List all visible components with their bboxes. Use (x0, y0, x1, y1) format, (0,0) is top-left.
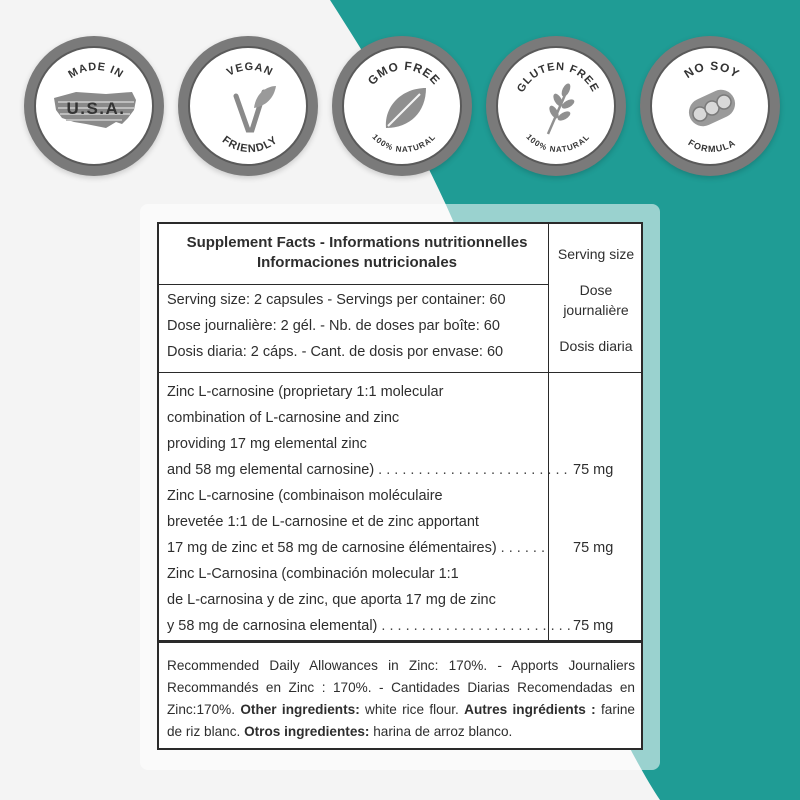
serving-line: Serving size: 2 capsules - Servings per container: 60 (167, 292, 506, 308)
leader-dots: . . . . . . (496, 540, 545, 556)
ingredient-text: y 58 mg de carnosina elemental) (167, 618, 378, 634)
title-line-2: Informaciones nutricionales (256, 254, 458, 271)
no-soy-badge (640, 36, 780, 176)
autres-ingredients-label: Autres ingrédients : (464, 702, 596, 717)
dose-header-2: journalière (563, 302, 629, 318)
badge-top-text: GMO FREE (364, 58, 444, 88)
otros-ingredientes-value: harina de arroz blanco. (373, 724, 513, 739)
svg-text:MADE IN (66, 61, 125, 81)
leader-dots: . . . . . . . . . . . . . . . . . . . . . . . . (374, 462, 568, 478)
badge-bottom-text: FORMULA (686, 137, 738, 155)
thick-divider (159, 640, 641, 643)
badge-main-text: U.S.A. (66, 99, 126, 118)
svg-text:GMO FREE (365, 59, 443, 88)
badge-top-text: NO SOY (681, 58, 743, 82)
badge-top-text: VEGAN (224, 60, 276, 79)
serving-size-header: Serving size (557, 246, 635, 262)
ingredient-line (167, 537, 545, 559)
ingredient-text: 17 mg de zinc et 58 mg de carnosine élémentaires) (167, 540, 497, 556)
label-footer (167, 655, 635, 743)
gluten-free-badge (486, 36, 626, 176)
soybean-icon (684, 85, 739, 131)
gmo-free-badge (332, 36, 472, 176)
made-in-usa-badge (24, 36, 164, 176)
svg-text:VEGAN (225, 61, 275, 79)
divider (159, 284, 548, 285)
supplement-facts-label (157, 222, 643, 750)
ingredient-line: providing 17 mg elemental zinc (167, 436, 367, 452)
autres-ingredients-value: farine de riz blanc. (167, 702, 635, 739)
ingredient-line (167, 615, 571, 637)
svg-text:GLUTEN FREE (515, 61, 601, 95)
dose-header: Dose (579, 282, 613, 298)
ingredient-line: Zinc L-Carnosina (combinación molecular 1:1 (167, 566, 459, 582)
ingredient-line: Zinc L-carnosine (proprietary 1:1 molecular (167, 384, 444, 400)
svg-text:NO SOY (682, 59, 743, 81)
dosis-header: Dosis diaria (559, 338, 633, 354)
otros-ingredientes-label: Otros ingredientes: (244, 724, 370, 739)
svg-text:FRIENDLY (220, 134, 280, 155)
vegan-friendly-badge (178, 36, 318, 176)
badge-top-text: GLUTEN FREE (514, 60, 602, 95)
badge-bottom-text: 100% NATURAL (370, 132, 438, 155)
badge-row (0, 36, 800, 176)
other-ingredients-value: white rice flour. (365, 702, 459, 717)
title-line-1: Supplement Facts - Informations nutritionnelles (186, 234, 528, 251)
amount-value: 75 mg (573, 540, 614, 556)
svg-text:100% NATURAL (524, 132, 591, 154)
amount-value: 75 mg (573, 462, 614, 478)
ingredient-line (167, 459, 568, 481)
ingredient-line: de L-carnosina y de zinc, que aporta 17 mg de zinc (167, 592, 496, 608)
ingredient-line: Zinc L-carnosine (combinaison moléculaire (167, 488, 443, 504)
label-title (167, 233, 547, 273)
svg-text:FORMULA (687, 137, 738, 154)
leaf-icon (386, 88, 426, 128)
svg-text:100% NATURAL (370, 132, 437, 154)
ingredient-text: and 58 mg elemental carnosine) (167, 462, 375, 478)
other-ingredients-label: Other ingredients: (240, 702, 360, 717)
badge-bottom-text: 100% NATURAL (524, 132, 592, 155)
ingredient-line: brevetée 1:1 de L-carnosine et de zinc apportant (167, 514, 479, 530)
serving-line: Dosis diaria: 2 cáps. - Cant. de dosis por envase: 60 (167, 344, 504, 360)
rda-text: Recommended Daily Allowances in Zinc: 170%. - Apports Journaliers Recommandés en Zinc : 170%. - Cantidades Diarias Recomendadas en Zinc:170%. (167, 658, 635, 717)
amount-value: 75 mg (573, 618, 614, 634)
wheat-icon (547, 82, 575, 134)
badge-top-text: MADE IN (66, 60, 126, 81)
ingredient-line: combination of L-carnosine and zinc (167, 410, 400, 426)
column-divider (548, 372, 549, 640)
vegan-v-leaf-icon (236, 86, 276, 130)
divider (159, 372, 641, 373)
serving-line: Dose journalière: 2 gél. - Nb. de doses par boîte: 60 (167, 318, 500, 334)
leader-dots: . . . . . . . . . . . . . . . . . . . . . . . . (377, 618, 571, 634)
badge-bottom-text: FRIENDLY (219, 133, 281, 156)
